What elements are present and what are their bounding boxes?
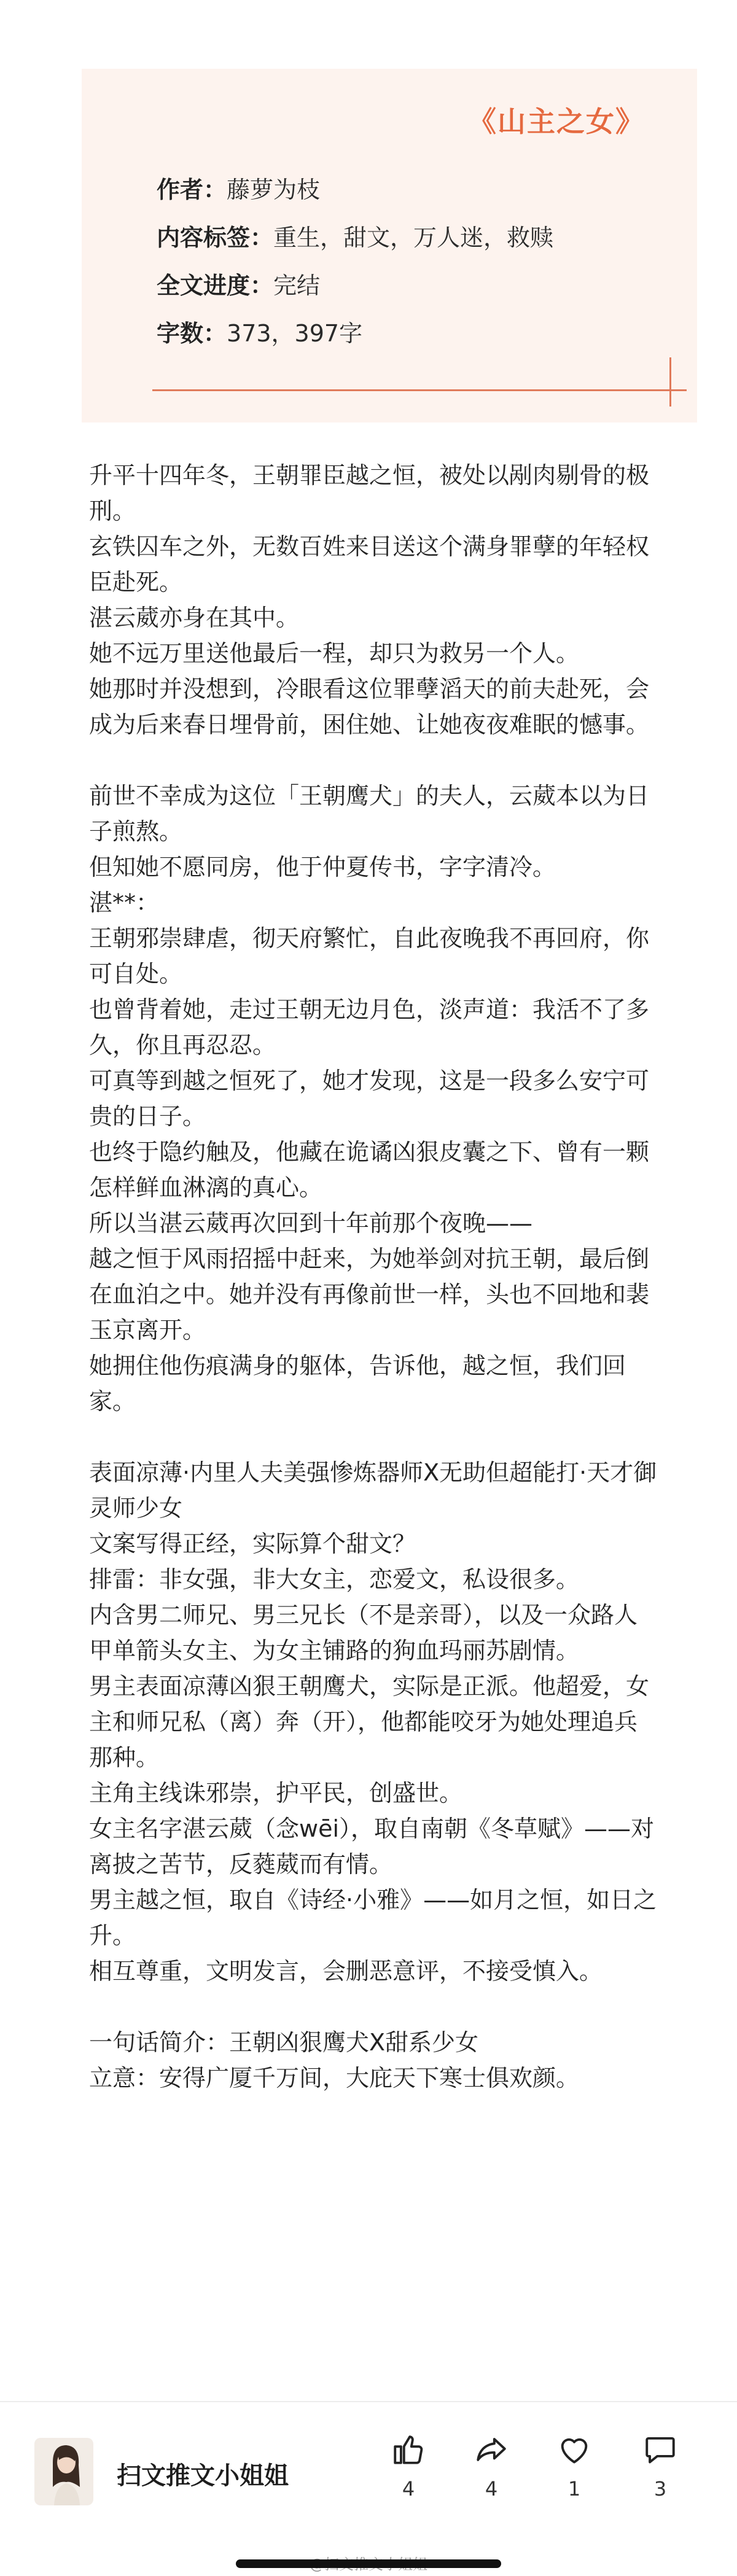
thumbs-up-icon	[391, 2432, 426, 2467]
home-indicator[interactable]	[236, 2559, 501, 2568]
tags-row	[157, 222, 553, 253]
progress-row	[157, 270, 320, 301]
word-count-row	[157, 318, 362, 349]
body-paragraph: 表面凉薄·内里人夫美强惨炼器师X无助但超能打·天才御灵师少女	[89, 1459, 657, 1522]
body-paragraph: 也终于隐约触及，他藏在诡谲凶狠皮囊之下、曾有一颗怎样鲜血淋漓的真心。	[89, 1138, 650, 1201]
body-paragraph: 主角主线诛邪崇，护平民，创盛世。	[89, 1780, 463, 1807]
body-paragraph: 男主越之恒，取自《诗经·小雅》——如月之恒，如日之升。	[89, 1886, 657, 1949]
favorite-count: 1	[567, 2477, 581, 2500]
author-name[interactable]: 扫文推文小姐姐	[117, 2462, 289, 2490]
paragraph-gap	[89, 742, 657, 778]
card-decor-line-horizontal	[152, 389, 687, 391]
body-paragraph: 王朝邪崇肆虐，彻天府繁忙，自此夜晚我不再回府，你可自处。	[89, 925, 650, 987]
tags-label: 内容标签：	[157, 224, 274, 251]
share-button[interactable]	[464, 2432, 519, 2500]
body-paragraph: 相互尊重，文明发言，会删恶意评，不接受慎入。	[89, 1958, 603, 1985]
body-paragraph: 立意：安得广厦千万间，大庇天下寒士俱欢颜。	[89, 2064, 580, 2092]
share-count: 4	[485, 2477, 498, 2500]
post-body	[89, 457, 657, 2096]
body-paragraph: 内含男二师兄、男三兄长（不是亲哥），以及一众路人甲单箭头女主、为女主铺路的狗血玛丽苏剧情。	[89, 1601, 638, 1664]
comment-button[interactable]	[633, 2432, 688, 2500]
avatar[interactable]	[34, 2438, 93, 2505]
author-label: 作者：	[157, 176, 227, 203]
book-info-card	[82, 69, 697, 422]
body-paragraph: 一句话简介：王朝凶狠鹰犬X甜系少女	[89, 2029, 479, 2056]
favorite-button[interactable]	[547, 2432, 602, 2500]
body-paragraph: 但知她不愿同房，他于仲夏传书，字字清冷。	[89, 854, 556, 881]
body-paragraph: 前世不幸成为这位「王朝鹰犬」的夫人，云葳本以为日子煎熬。	[89, 782, 650, 845]
body-paragraph: 男主表面凉薄凶狠王朝鹰犬，实际是正派。他超爱，女主和师兄私（离）奔（开），他都能咬牙为她处理追兵那种。	[89, 1673, 650, 1771]
body-paragraph: 女主名字湛云葳（念wēi），取自南朝《冬草赋》——对离披之苦节，反蕤葳而有情。	[89, 1815, 655, 1878]
heart-icon	[556, 2432, 592, 2467]
body-paragraph: 所以当湛云葳再次回到十年前那个夜晚——	[89, 1210, 533, 1237]
card-decor-line-vertical	[669, 357, 671, 407]
body-paragraph: 越之恒于风雨招摇中赶来，为她举剑对抗王朝，最后倒在血泊之中。她并没有再像前世一样，头也不回地和裴玉京离开。	[89, 1245, 650, 1344]
body-paragraph: 升平十四年冬，王朝罪臣越之恒，被处以剐肉剔骨的极刑。	[89, 462, 650, 524]
like-count: 4	[402, 2477, 415, 2500]
paragraph-gap	[89, 1419, 657, 1455]
avatar-image	[34, 2438, 93, 2505]
body-paragraph: 湛**：	[89, 889, 160, 916]
comment-count: 3	[653, 2477, 667, 2500]
progress-label: 全文进度：	[157, 272, 274, 299]
body-paragraph: 湛云葳亦身在其中。	[89, 604, 300, 631]
book-title: 《山主之女》	[468, 105, 645, 138]
body-paragraph: 排雷：非女强，非大女主，恋爱文，私设很多。	[89, 1566, 580, 1593]
share-arrow-icon	[474, 2432, 509, 2467]
comment-icon	[642, 2432, 678, 2467]
author-row	[157, 174, 320, 205]
body-paragraph: 文案写得正经，实际算个甜文？	[89, 1530, 416, 1557]
tags-value: 重生，甜文，万人迷，救赎	[273, 224, 554, 251]
body-paragraph: 也曾背着她，走过王朝无边月色，淡声道：我活不了多久，你且再忍忍。	[89, 996, 650, 1059]
body-paragraph: 她不远万里送他最后一程，却只为救另一个人。	[89, 640, 580, 667]
progress-value: 完结	[273, 272, 321, 299]
body-paragraph: 可真等到越之恒死了，她才发现，这是一段多么安宁可贵的日子。	[89, 1067, 650, 1130]
author-value: 藤萝为枝	[227, 176, 321, 203]
word-count-label: 字数：	[157, 320, 227, 347]
paragraph-gap	[89, 1989, 657, 2025]
body-paragraph: 玄铁囚车之外，无数百姓来目送这个满身罪孽的年轻权臣赴死。	[89, 533, 650, 596]
post-action-bar	[0, 2402, 737, 2537]
word-count-value: 373，397字	[227, 320, 363, 347]
body-paragraph: 她拥住他伤痕满身的躯体，告诉他，越之恒，我们回家。	[89, 1352, 626, 1415]
like-button[interactable]	[381, 2432, 436, 2500]
body-paragraph: 她那时并没想到，冷眼看这位罪孽滔天的前夫赴死，会成为后来春日埋骨前，困住她、让她夜夜难眠的憾事。	[89, 675, 650, 738]
